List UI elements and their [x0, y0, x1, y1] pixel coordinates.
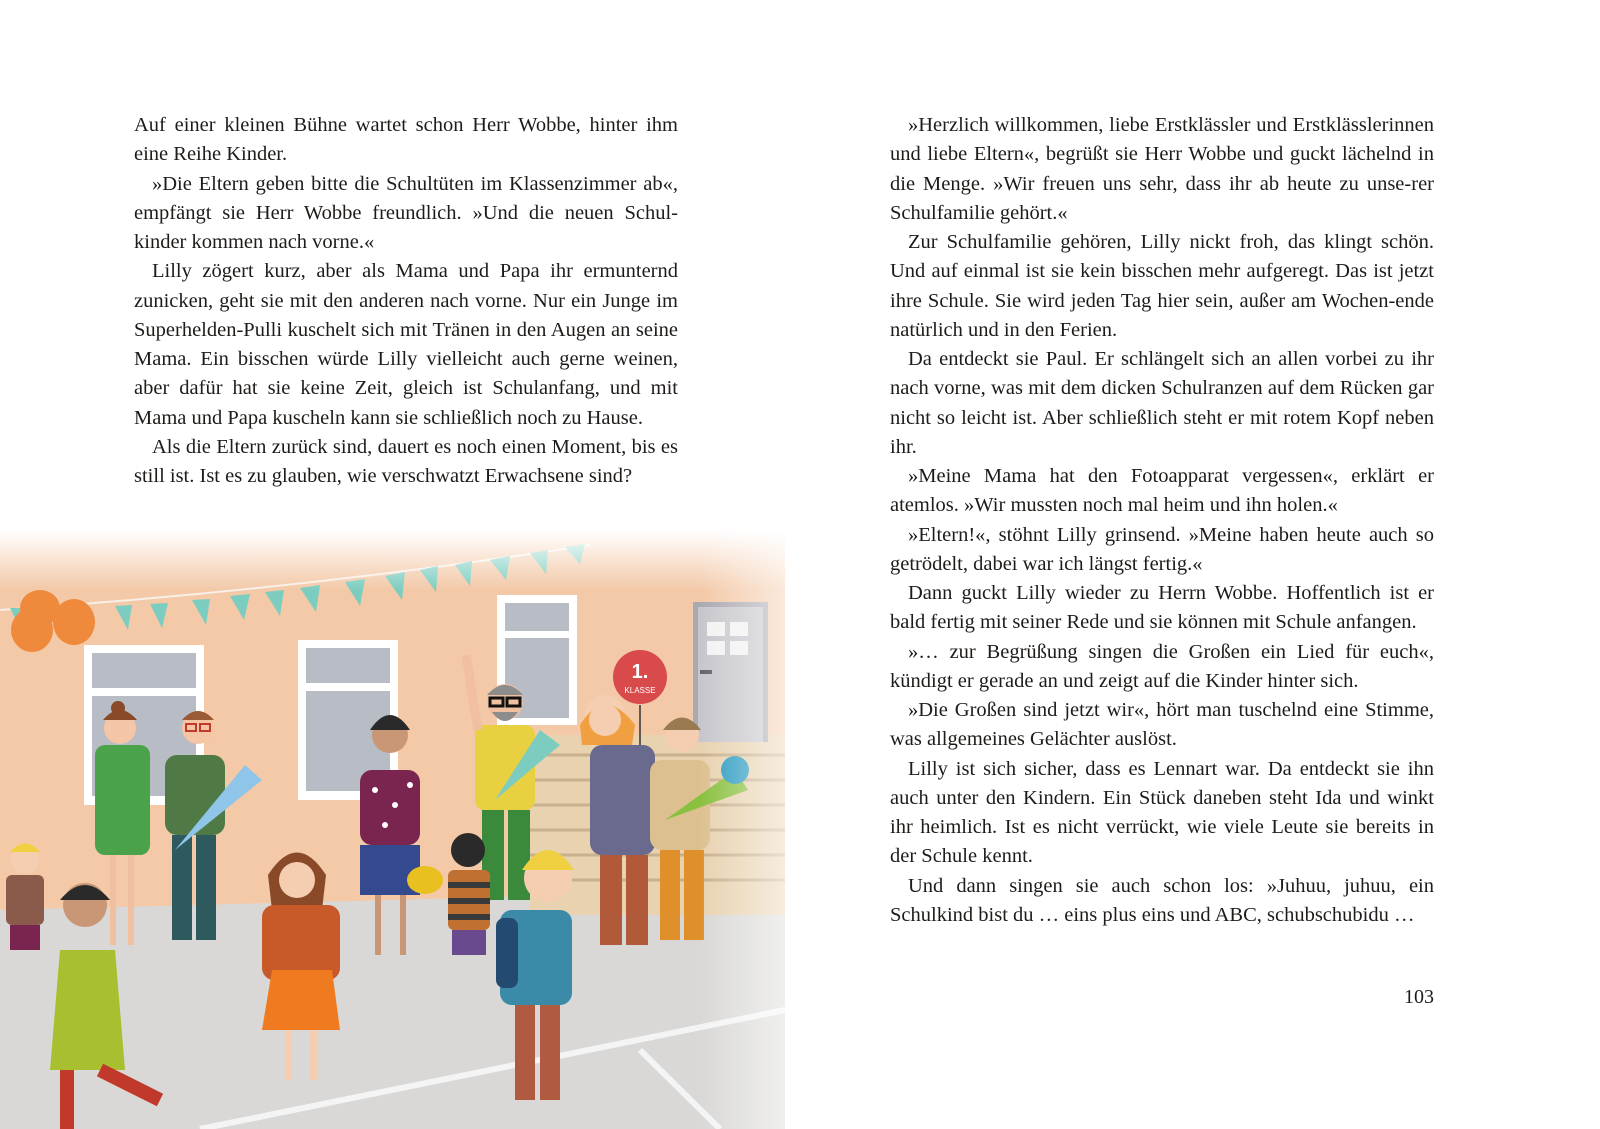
paragraph: Und dann singen sie auch schon los: »Juhuu, juhuu, ein Schulkind bist du … eins plus eins und ABC, schubschubidu …: [890, 874, 1434, 926]
paragraph: Dann guckt Lilly wieder zu Herrn Wobbe. Hoffentlich ist er bald fertig mit seiner Rede und sie können mit Schule anfangen.: [890, 582, 1434, 634]
paragraph: Lilly zögert kurz, aber als Mama und Papa ihr ermunternd zunicken, geht sie mit den anderen nach vorne. Nur ein Junge im Superhelden-Pulli kuschelt sich mit Tränen in den Augen an seine Mama. Ein bisschen würde Lilly vielleicht auch gerne weinen, aber dafür hat sie keine Zeit, gleich ist Schulanfang, und mit Mama und Papa kuscheln kann sie schließlich noch zu Hause.: [134, 260, 678, 429]
paragraph: »Die Eltern geben bitte die Schultüten im Klassenzimmer ab«, empfängt sie Herr Wobbe freundlich. »Und die neuen Schul-kinder kommen nach vorne.«: [134, 172, 678, 253]
paragraph: »… zur Begrüßung singen die Großen ein Lied für euch«, kündigt er gerade an und zeigt auf die Kinder hinter sich.: [890, 640, 1434, 692]
paragraph: Lilly ist sich sicher, dass es Lennart war. Da entdeckt sie ihn auch unter den Kindern. Ein Stück daneben steht Ida und winkt ihr heimlich. Ist es nicht verrückt, wie viele Leute sie bereits in der Schule kennt.: [890, 757, 1434, 868]
left-page-text: [134, 111, 678, 491]
paragraph: Zur Schulfamilie gehören, Lilly nickt froh, das klingt schön. Und auf einmal ist sie kein bisschen mehr aufgeregt. Das ist jetzt ihre Schule. Sie wird jeden Tag hier sein, außer am Wochen-ende natürlich und in den Ferien.: [890, 231, 1434, 341]
paragraph: »Herzlich willkommen, liebe Erstklässler und Erstklässlerinnen und liebe Eltern«, begrüßt sie Herr Wobbe und guckt lächelnd in die Menge. »Wir freuen uns sehr, dass ihr ab heute zu unse-rer Schulfamilie gehört.«: [890, 114, 1434, 224]
figure-small-boy-left: [6, 844, 44, 951]
right-page-text: [890, 111, 1434, 930]
paragraph: Auf einer kleinen Bühne wartet schon Herr Wobbe, hinter ihm eine Reihe Kinder.: [134, 114, 678, 166]
paragraph: »Die Großen sind jetzt wir«, hört man tuschelnd eine Stimme, was allgemeines Gelächter auslöst.: [890, 699, 1434, 751]
page-number: 103: [1404, 986, 1434, 1008]
right-page: [800, 0, 1600, 1129]
paragraph: »Meine Mama hat den Fotoapparat vergessen«, erklärt er atemlos. »Wir mussten noch mal heim und ihn holen.«: [890, 465, 1434, 517]
paragraph: Da entdeckt sie Paul. Er schlängelt sich an allen vorbei zu ihr nach vorne, was mit dem dicken Schulranzen auf dem Rücken gar nicht so leicht ist. Aber schließlich steht er mit rotem Kopf neben ihr.: [890, 348, 1434, 458]
paragraph: »Eltern!«, stöhnt Lilly grinsend. »Meine haben heute auch so getrödelt, dabei war ich längst fertig.«: [890, 523, 1434, 575]
balloon-text-label: KLASSE: [624, 686, 656, 695]
schoolyard-illustration: [0, 530, 785, 1129]
balloon-text-number: 1.: [631, 661, 649, 683]
paragraph: Als die Eltern zurück sind, dauert es noch einen Moment, bis es still ist. Ist es zu glauben, wie verschwatzt Erwachsene sind?: [134, 435, 678, 487]
